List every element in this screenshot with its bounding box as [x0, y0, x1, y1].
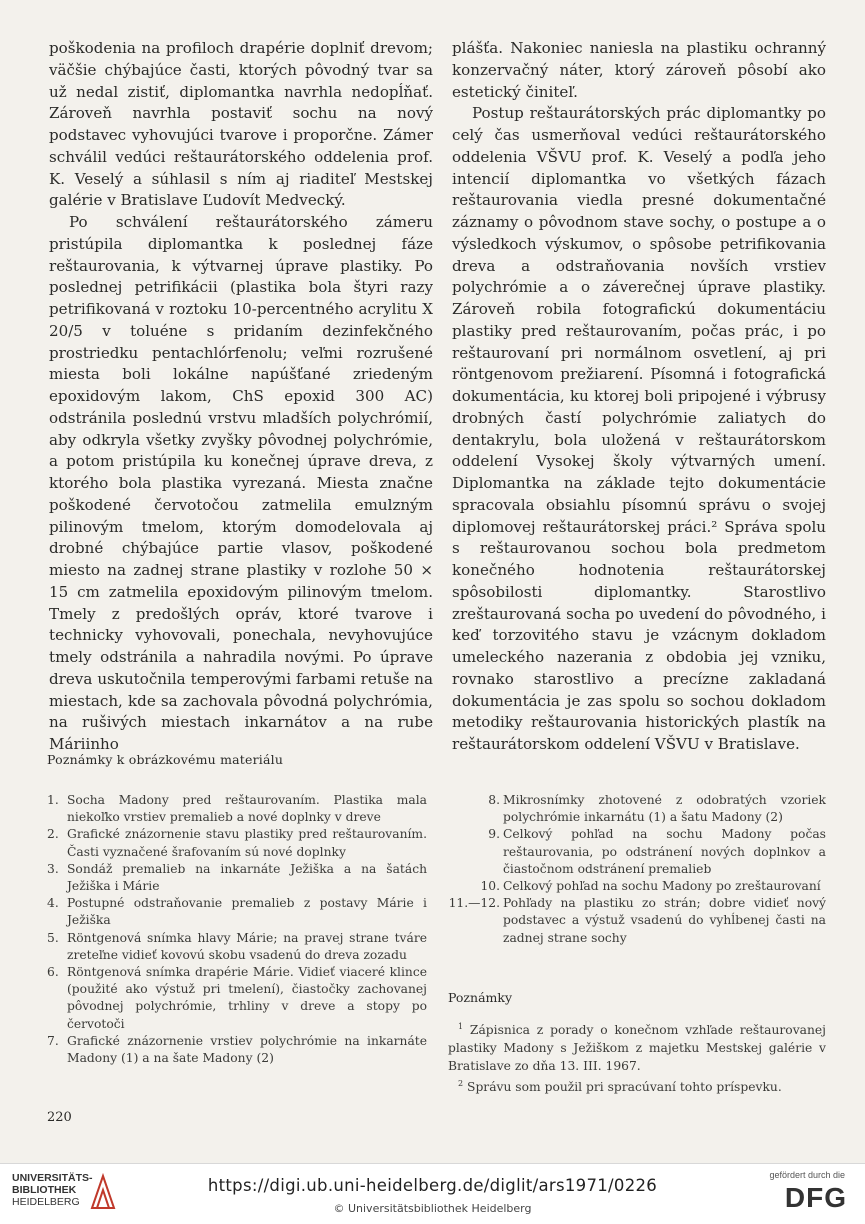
footnote: $^1$ Zápisnica z porady o konečnom vzhľade reštaurovanej plastiky Madony s Ježiškom z majetku Mestskej galérie v Bratislave zo dňa 13. III. 1967.	[448, 1022, 826, 1074]
paragraph: poškodenia na profiloch drapérie doplniť drevom; väčšie chýbajúce časti, ktorých pôvodný tvar sa už nedal zistiť, diplomantka navrhla nedopĺňať. Zároveň navrhla postaviť sochu na nový podstavec vyhovujúci tvarove i proporčne. Zámer schválil vedúci reštaurátorského oddelenia prof. K. Veselý a súhlasil s ním aj riaditeľ Mestskej galérie v Bratislave Ľudovít Medvecký.	[49, 39, 433, 210]
caption-item: 11.—12. Pohľady na plastiku zo strán; dobre vidieť nový podstavec a výstuž vsadenú do vyhĺbenej časti na zadnej strane sochy	[448, 896, 826, 945]
paragraph: Postup reštaurátorských prác diplomantky po celý čas usmerňoval vedúci reštaurátorského oddelenia VŠVU prof. K. Veselý a podľa jeho intencií diplomantka vo všetkých fázach reštaurovania viedla presné dokumentačné záznamy o pôvodnom stave sochy, o postupe a o výsledkoch výskumov, o spôsobe petrifikovania dreva a odstraňovania novších vrstiev polychrómie a o záverečnej úprave plastiky. Zároveň robila fotografickú dokumentáciu plastiky pred reštaurovaním, počas prác, i po reštaurovaní pri normálnom osvetlení, aj pri röntgenovom prežiarení. Písomná i fotografická dokumentácia, ku ktorej boli pripojené i výbrusy drobných častí polychrómie zaliatych do dentakrylu, bola uložená v reštaurátorskom oddelení Vysokej školy výtvarných umení. Diplomantka na základe tejto dokumentácie spracovala obsiahlu písomnú správu o svojej diplomovej reštaurátorskej práci.² Správa spolu s reštaurovanou sochou bola predmetom konečného hodnotenia reštaurátorskej spôsobilosti diplomantky. Starostlivo zreštaurovaná socha po uvedení do pôvodného, i keď torzovitého stavu je vzácnym dokladom umeleckého nazerania z obdobia jej vzniku, rovnako starostlivo a precízne zakladaná dokumentácia je zas spolu so sochou dokladom metodiky reštaurovania historických plastík na reštaurátorskom oddelení VŠVU v Bratislave.	[452, 104, 826, 753]
captions-list-left	[47, 792, 427, 1067]
captions-list-right	[448, 792, 826, 947]
funding-label: gefördert durch die	[769, 1170, 845, 1180]
footer-bar	[0, 1163, 865, 1224]
footnotes	[448, 1018, 826, 1096]
dfg-logo[interactable]: DFG	[784, 1182, 847, 1213]
library-logo[interactable]: UNIVERSITÄTS- BIBLIOTHEK HEIDELBERG	[12, 1172, 93, 1208]
caption-item: 10. Celkový pohľad na sochu Madony po zreštaurovaní	[480, 879, 821, 894]
captions-heading: Poznámky k obrázkovému materiálu	[47, 752, 284, 767]
page-number: 220	[47, 1110, 72, 1125]
caption-item: 4. Postupné odstraňovanie premalieb z postavy Márie i Ježiška	[47, 896, 427, 928]
right-text-column	[452, 38, 826, 756]
footnote: $^2$ Správu som použil pri spracúvaní tohto príspevku.	[458, 1079, 782, 1095]
caption-item: 2. Grafické znázornenie stavu plastiky pred reštaurovaním. Časti vyznačené šrafovaním sú nové doplnky	[47, 827, 427, 859]
document-url-link[interactable]: https://digi.ub.uni-heidelberg.de/diglit/ars1971/0226	[207, 1176, 658, 1195]
copyright-text: © Universitätsbibliothek Heidelberg	[333, 1202, 532, 1215]
footnotes-heading: Poznámky	[448, 990, 513, 1005]
caption-item: 6. Röntgenová snímka drapérie Márie. Vidieť viaceré klince (použité ako výstuž pri tmelení), čiastočky zachovanej pôvodnej polychrómie, trhliny v dreve a stopy po červotoči	[47, 965, 427, 1031]
caption-item: 7. Grafické znázornenie vrstiev polychrómie na inkarnáte Madony (1) a na šate Madony (2)	[47, 1033, 427, 1066]
caption-item: 5. Röntgenová snímka hlavy Márie; na pravej strane tváre zreteľne vidieť kovovú skobu vsadenú do dreva zozadu	[47, 930, 427, 962]
left-text-column	[49, 38, 433, 756]
paragraph: Po schválení reštaurátorského zámeru pristúpila diplomantka k poslednej fáze reštaurovania, k výtvarnej úprave plastiky. Po poslednej petrifikácii (plastika bola štyri razy petrifikovaná v roztoku 10-percentného acrylitu X 20/5 v toluéne s pridaním dezinfekčného prostriedku pentachlórfenolu; veľmi rozrušené miesta boli lokálne napúšťané zriedeným epoxidovým lakom, ChS epoxid 300 AC) odstránila poslednú vrstvu mladších polychrómií, aby odkryla všetky zvyšky pôvodnej polychrómie, a potom pristúpila ku konečnej úprave dreva, z ktorého bola plastika vyrezaná. Miesta značne poškodené červotočou zatmelila emulzným pilinovým tmelom, ktorým domodelovala aj drobné chýbajúce partie vlasov, poškodené miesto na zadnej strane plastiky v rozlohe 50 × 15 cm zatmelila epoxidovým pilinovým tmelom. Tmely z predošlých opráv, ktoré tvarove i technicky vyhovovali, ponechala, nevyhovujúce tmely odstránila a nahradila novými. Po úprave dreva uskutočnila temperovými farbami retuše na miestach, kde sa zachovala pôvodná polychrómia, na rušivých miestach inkarnátov a na rube Máriinho	[49, 213, 433, 753]
caption-item: 3. Sondáž premalieb na inkarnáte Ježiška a na šatách Ježiška i Márie	[47, 861, 427, 894]
caption-item: 8. Mikrosnímky zhotovené z odobratých vzoriek polychrómie inkarnátu (1) a šatu Madony (2)	[488, 793, 826, 825]
caption-item: 9. Celkový pohľad na sochu Madony počas reštaurovania, po odstránení nových doplnkov a čiastočnom odstránení premalieb	[488, 827, 826, 876]
caption-item: 1. Socha Madony pred reštaurovaním. Plastika mala niekoľko vrstiev premalieb a nové doplnky v dreve	[47, 793, 427, 825]
paragraph: plášťa. Nakoniec naniesla na plastiku ochranný konzervačný náter, ktorý zároveň pôsobí ako estetický činiteľ.	[452, 39, 826, 101]
